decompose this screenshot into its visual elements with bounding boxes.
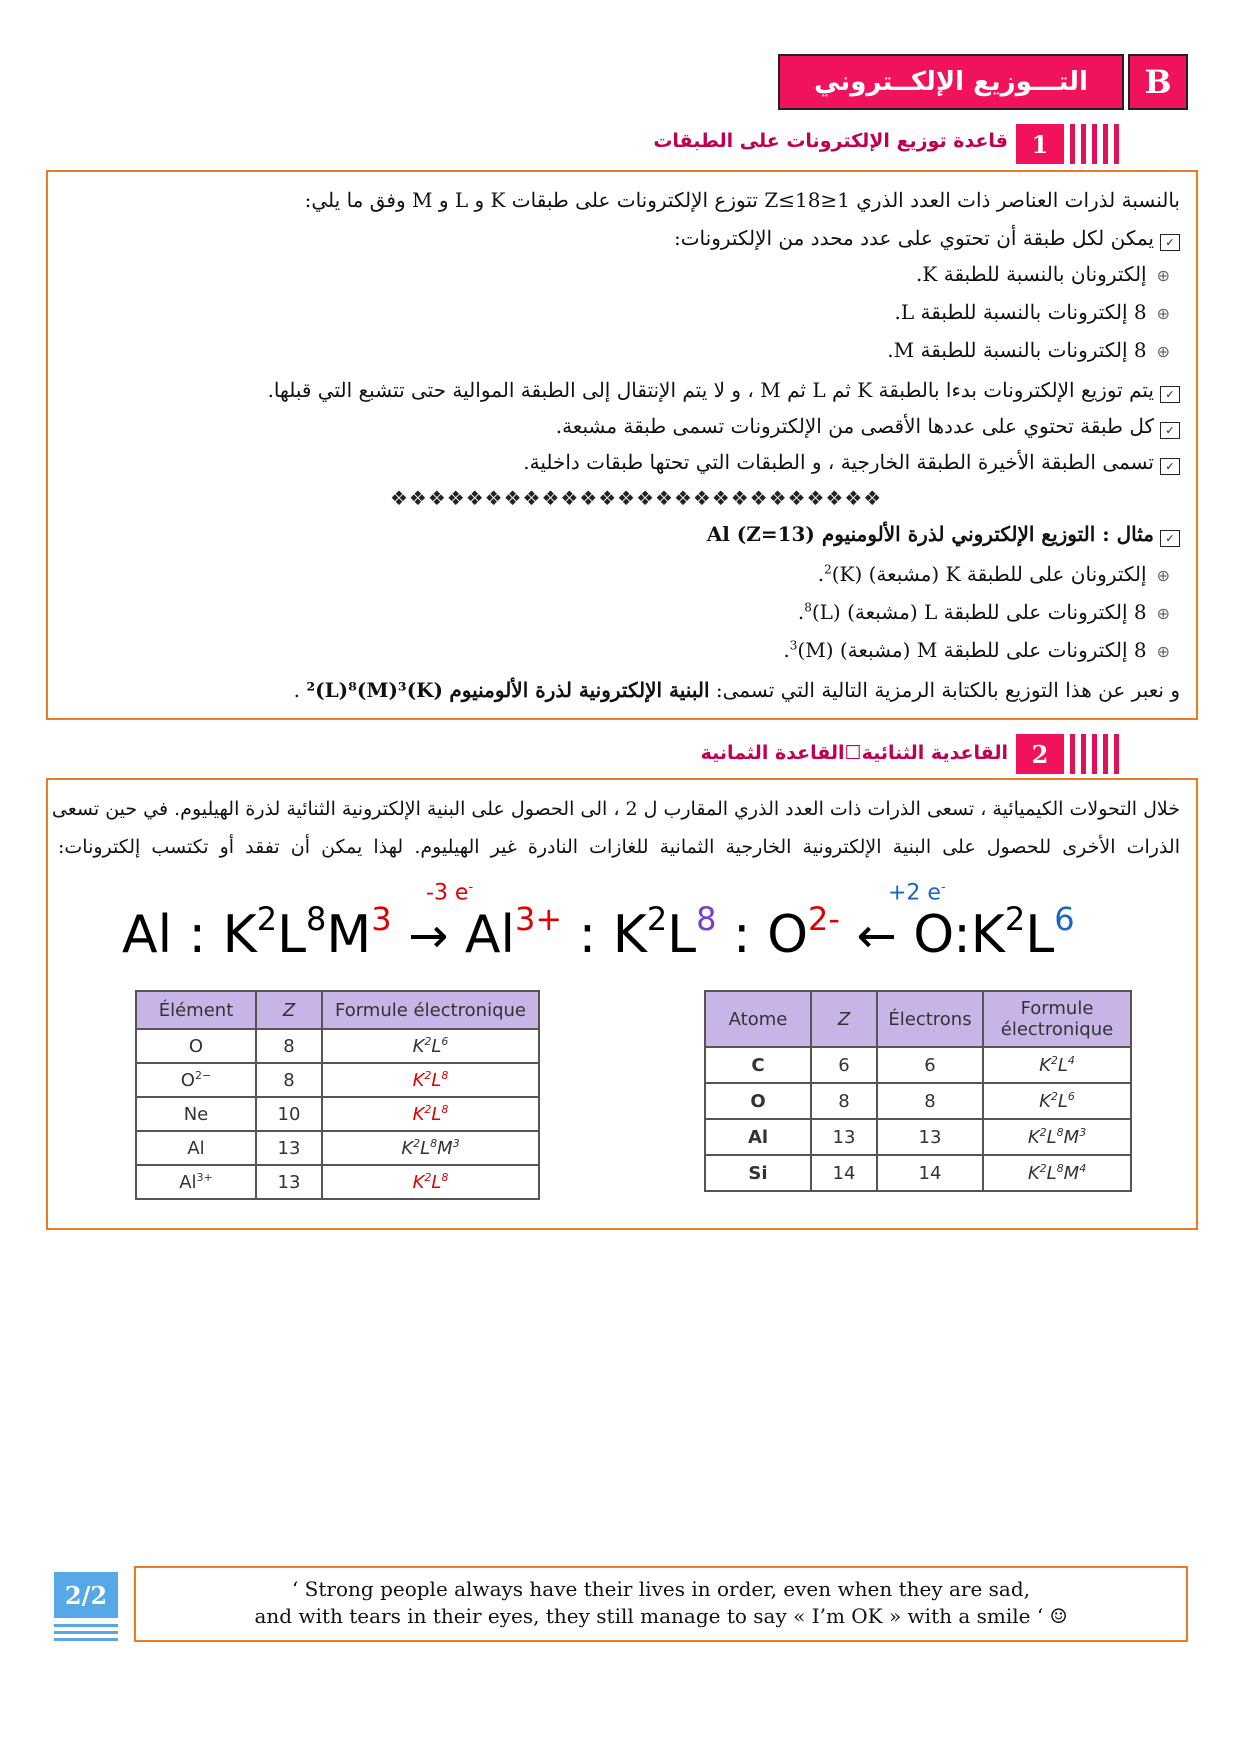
table-row [136,1097,539,1131]
cell-atom: Si [705,1155,811,1191]
conclusion: و نعبر عن هذا التوزيع بالكتابة الرمزية التالية التي تسمى: البنية الإلكترونية لذرة الألومنيوم (K)²(L)⁸(M)³ . [293,678,1180,702]
cell-z: 6 [811,1047,877,1083]
cell-electrons: 8 [877,1083,983,1119]
bullet-icon: ⊕ [1156,566,1170,585]
table-row [705,1047,1131,1083]
page-rule [54,1638,118,1641]
cell-formula: $K^2L^8$ [322,1063,539,1097]
bullet-icon: ⊕ [1156,642,1170,661]
quote-line-1: ‘ Strong people always have their lives in order, even when they are sad, [291,1577,1031,1601]
col-formula: Formule électronique [322,991,539,1029]
cell-electrons: 14 [877,1155,983,1191]
rule-outer: ✓تسمى الطبقة الأخيرة الطبقة الخارجية ، و الطبقات التي تحتها طبقات داخلية. [523,450,1180,475]
col-element: Élément [136,991,256,1029]
rule-order: ✓يتم توزيع الإلكترونات بدءا بالطبقة K ثم L ثم M ، و لا يتم الإنتقال إلى الطبقة الموالية حتى تتشبع التي قبلها. [268,378,1180,403]
section2-title: القاعدية الثنائية☐القاعدة الثمانية [700,742,1008,764]
cell-formula: $K^2L^8$ [322,1097,539,1131]
cell-electrons: 13 [877,1119,983,1155]
example-l: ⊕8 إلكترونات على للطبقة L (مشبعة) $(L)^8$. [797,600,1170,624]
example-m: ⊕8 إلكترونات على للطبقة M (مشبعة) $(M)^3$. [783,638,1170,662]
cell-formula: $K^2L^4$ [983,1047,1131,1083]
cell-atom: C [705,1047,811,1083]
checkbox-icon: ✓ [1160,458,1180,475]
gain-electrons-label: +2 e- [888,880,946,906]
cell-formula: $K^2L^6$ [322,1029,539,1063]
table-row [136,1029,539,1063]
col-z: Z [256,991,322,1029]
diamond-separator: ❖❖❖❖❖❖❖❖❖❖❖❖❖❖❖❖❖❖❖❖❖❖❖❖❖❖ [390,486,883,510]
cell-z: 8 [256,1029,322,1063]
example-k: ⊕إلكترونان على للطبقة K (مشبعة) $(K)^2$. [817,562,1170,586]
bullet-icon: ⊕ [1156,266,1170,285]
cell-atom: Al [705,1119,811,1155]
cell-formula: $K^2L^8M^3$ [983,1119,1131,1155]
checkbox-icon: ✓ [1160,234,1180,251]
cell-formula: $K^2L^8$ [322,1165,539,1199]
cell-z: 14 [811,1155,877,1191]
cell-z: 10 [256,1097,322,1131]
section1-title: قاعدة توزيع الإلكترونات على الطبقات [653,130,1008,152]
table-row [705,1155,1131,1191]
page-rule [54,1631,118,1634]
section2-bars [1070,734,1119,774]
cap-m: ⊕8 إلكترونات بالنسبة للطبقة M. [887,338,1170,362]
cell-formula: $K^2L^6$ [983,1083,1131,1119]
cell-z: 8 [256,1063,322,1097]
cell-element: $Al^{3+}$ [136,1165,256,1199]
section1-bars [1070,124,1119,164]
table-row [136,1131,539,1165]
checkbox-icon: ✓ [1160,386,1180,403]
col-electrons: Électrons [877,991,983,1047]
cell-element: $O^{2-}$ [136,1063,256,1097]
cell-z: 13 [256,1131,322,1165]
quote-line-2: and with tears in their eyes, they still manage to say « I’m OK » with a smile ‘ ☺ [254,1604,1068,1628]
section1-number: 1 [1016,124,1064,164]
chapter-title: التـــوزيع الإلكــتروني [778,54,1124,110]
cell-z: 13 [811,1119,877,1155]
cell-electrons: 6 [877,1047,983,1083]
col-z: Z [811,991,877,1047]
cell-atom: O [705,1083,811,1119]
cell-element: O [136,1029,256,1063]
table-row [705,1083,1131,1119]
bullet-icon: ⊕ [1156,604,1170,623]
bullet-icon: ⊕ [1156,342,1170,361]
cap-l: ⊕8 إلكترونات بالنسبة للطبقة L. [894,300,1170,324]
intro-text: بالنسبة لذرات العناصر ذات العدد الذري 1≤Z≤18 تتوزع الإلكترونات على طبقات K و L و M وفق ما يلي: [304,188,1180,212]
chapter-letter: B [1128,54,1188,110]
electronic-formula: (K)²(L)⁸(M)³ [306,678,444,702]
lose-electrons-label: -3 e- [426,880,474,906]
cell-formula: $K^2L^8M^4$ [983,1155,1131,1191]
quote-box [134,1566,1188,1642]
octet-text-1: خلال التحولات الكيميائية ، تسعى الذرات ذات العدد الذري المقارب ل 2 ، الى الحصول على البنية الإلكترونية الثنائية لذرة الهيليوم. في حين تسعى [51,798,1180,820]
cell-z: 8 [811,1083,877,1119]
bullet-icon: ⊕ [1156,304,1170,323]
example-title: ✓مثال : التوزيع الإلكتروني لذرة الألومنيوم Al (Z=13) [707,522,1180,547]
table-row [705,1119,1131,1155]
table-row [136,1063,539,1097]
atom-table [704,990,1132,1192]
table-row [136,1165,539,1199]
rule-capacity: ✓يمكن لكل طبقة أن تحتوي على عدد محدد من الإلكترونات: [674,226,1180,251]
cell-element: Ne [136,1097,256,1131]
page-number: 2/2 [54,1572,118,1618]
checkbox-icon: ✓ [1160,422,1180,439]
cell-element: Al [136,1131,256,1165]
octet-text-2: الذرات الأخرى للحصول على البنية الإلكترونية الخارجية الثمانية للغازات النادرة غير الهيليوم. لهذا يمكن أن تفقد أو تكتسب إلكترونات: [58,836,1180,858]
col-atome: Atome [705,991,811,1047]
rule-saturated: ✓كل طبقة تحتوي على عددها الأقصى من الإلكترونات تسمى طبقة مشبعة. [556,414,1180,439]
cell-formula: $K^2L^8M^3$ [322,1131,539,1165]
cell-z: 13 [256,1165,322,1199]
ion-equation: Al : $K^2L^8M^3 \to Al^{3+}$ : $K^2L^8$ : $O^{2-}$ ← $O:K^2L^6$ [122,900,1075,965]
page-rule [54,1624,118,1627]
col-formula: Formule électronique [983,991,1131,1047]
cap-k: ⊕إلكترونان بالنسبة للطبقة K. [916,262,1170,286]
section2-number: 2 [1016,734,1064,774]
checkbox-icon: ✓ [1160,530,1180,547]
element-table [135,990,540,1200]
